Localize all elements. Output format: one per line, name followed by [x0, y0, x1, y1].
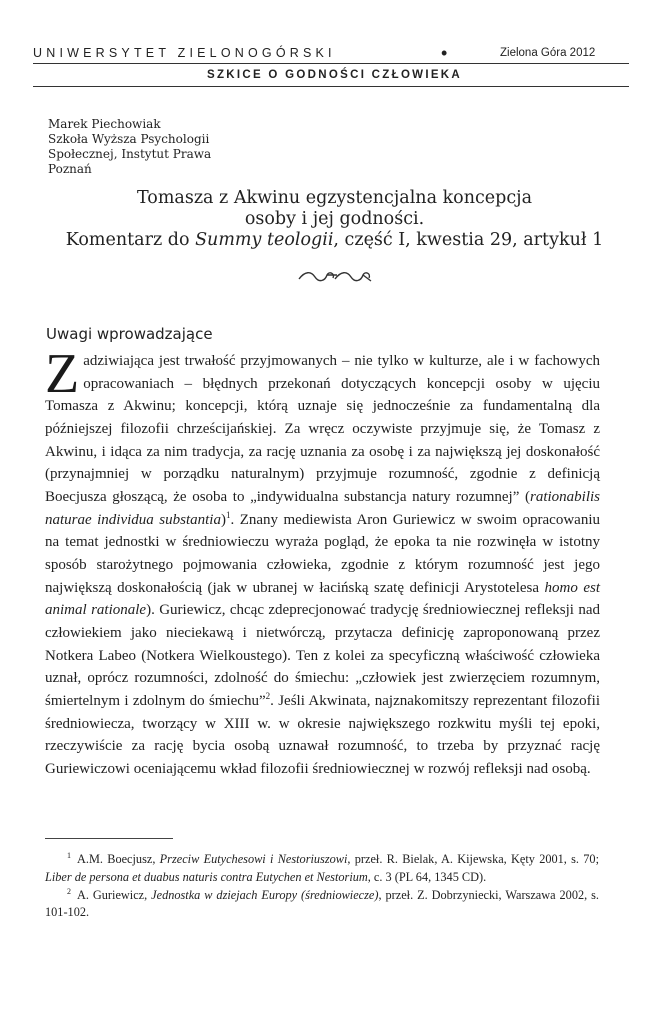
paragraph-text-1: adziwiająca jest trwałość przyjmowanych – nie tylko w kulturze, ale i w fachowych opracowaniach – błędnych przekonań dotyczących koncepcji osoby w ujęciu Tomasza z Akwinu; koncepcji, którą uznaje się jednocześnie za fundamentalną dla późniejszej filozofii chrześcijańskiej. Za wręcz oczywiste przyjmuje się, że Tomasz z Akwinu, i idąca za nim tradycja, za rację uznania za osobę i za największą jej doskonałość (przynajmniej w porządku naturalnym) przyjmuje rozumność, zgodnie z definicją Boecjusza głoszącą, że osoba to „indywidualna substancja natury rozumnej” (: [45, 353, 600, 505]
ornament-icon: [297, 269, 373, 285]
article-title: [0, 188, 669, 251]
footnote-ref-1[interactable]: 1: [225, 509, 231, 520]
title-line-3: [0, 230, 669, 251]
title-line-3-italic: Summy teologii: [195, 230, 334, 250]
paragraph-text-2: . Znany mediewista Aron Guriewicz w swoim opracowaniu na temat jednostki w średniowieczu wyraża pogląd, że epoka ta nie rozwinęła w istotny sposób starożytnego pojmowania człowieka, zgodnie z którym rozumność jest jego największą doskonałością (jak w ubranej w łacińską szatę definicji Arystotelesa: [45, 511, 600, 596]
drop-cap: Z: [45, 343, 80, 405]
paragraph: [45, 343, 600, 780]
title-line-3-post: , część I, kwestia 29, artykuł 1: [333, 230, 604, 250]
body-text: [45, 343, 600, 780]
footnote-1-text-a: A.M. Boecjusz,: [77, 852, 160, 866]
header-bullet: •: [441, 43, 448, 63]
footnote-2-mark: 2: [67, 886, 71, 896]
title-line-3-pre: Komentarz do: [65, 230, 196, 250]
footnote-2: [45, 887, 599, 923]
title-line-2: osoby i jej godności.: [244, 209, 425, 229]
footnote-1: [45, 851, 599, 887]
header-place-year: Zielona Góra 2012: [500, 47, 596, 59]
footnote-1-mark: 1: [67, 850, 71, 860]
paragraph-italic-2: homo est animal rationale: [45, 579, 600, 619]
footnote-2-italic-a: Jednostka w dziejach Europy (średniowiecze): [151, 887, 379, 902]
author-block: [48, 117, 211, 177]
paragraph-text-1-end: ): [220, 511, 226, 528]
footnote-1-text-c: , c. 3 (PL 64, 1345 CD).: [367, 869, 487, 884]
author-affiliation-1: Szkoła Wyższa Psychologii: [48, 132, 210, 146]
title-line-1: Tomasza z Akwinu egzystencjalna koncepcja: [136, 188, 533, 208]
header-university: UNIWERSYTET ZIELONOGÓRSKI: [33, 46, 336, 60]
footnote-ref-2[interactable]: 2: [265, 690, 271, 701]
author-affiliation-2: Społecznej, Instytut Prawa: [48, 147, 212, 161]
paragraph-text-4: . Jeśli Akwinata, najznakomitszy reprezentant filozofii średniowiecza, tworzący w XIII w. w okresie największego rozkwitu myśli tej epoki, rzeczywiście za rację bycia osobą uznawał rozumność, to trzeba by przyznać rację Guriewiczowi oceniającemu wkład filozofii średniowiecznej w rozwój refleksji nad osobą.: [45, 692, 600, 777]
footnote-1-italic-b: Liber de persona et duabus naturis contra Eutychen et Nestorium: [45, 869, 368, 884]
header-series: SZKICE O GODNOŚCI CZŁOWIEKA: [206, 69, 463, 81]
footnote-separator: [45, 838, 173, 839]
paragraph-text-3: ). Guriewicz, chcąc zdeprecjonować tradycję średniowiecznej refleksji nad człowiekiem jako nieciekawą i nietwórczą, przytacza definicję zaproponowaną przez Notkera Labeo (Notkera Wielkoustego). Ten z kolei za specyficzną właściwość człowieka uznał, oprócz rozumności, zdolność do śmiechu: „człowiek jest zwierzęciem rozumnym, śmiertelnym i zdolnym do śmiechu”: [45, 602, 600, 709]
author-city: Poznań: [48, 162, 92, 176]
footnote-1-text-b: , przeł. R. Bielak, A. Kijewska, Kęty 2001, s. 70;: [347, 852, 599, 866]
footnote-2-text-b: , przeł. Z. Dobrzyniecki, Warszawa 2002, s. 101-102.: [45, 887, 600, 920]
header-rule-top: [33, 63, 629, 64]
footnote-1-italic-a: Przeciw Eutychesowi i Nestoriuszowi: [159, 852, 348, 866]
author-name: Marek Piechowiak: [48, 117, 161, 131]
section-heading: Uwagi wprowadzające: [46, 325, 213, 343]
footnote-2-text-a: A. Guriewicz,: [77, 887, 152, 902]
footnotes: [45, 851, 599, 922]
paragraph-italic-1: rationabilis naturae individua substantia: [45, 488, 600, 528]
header-rule-bottom: [33, 86, 629, 87]
